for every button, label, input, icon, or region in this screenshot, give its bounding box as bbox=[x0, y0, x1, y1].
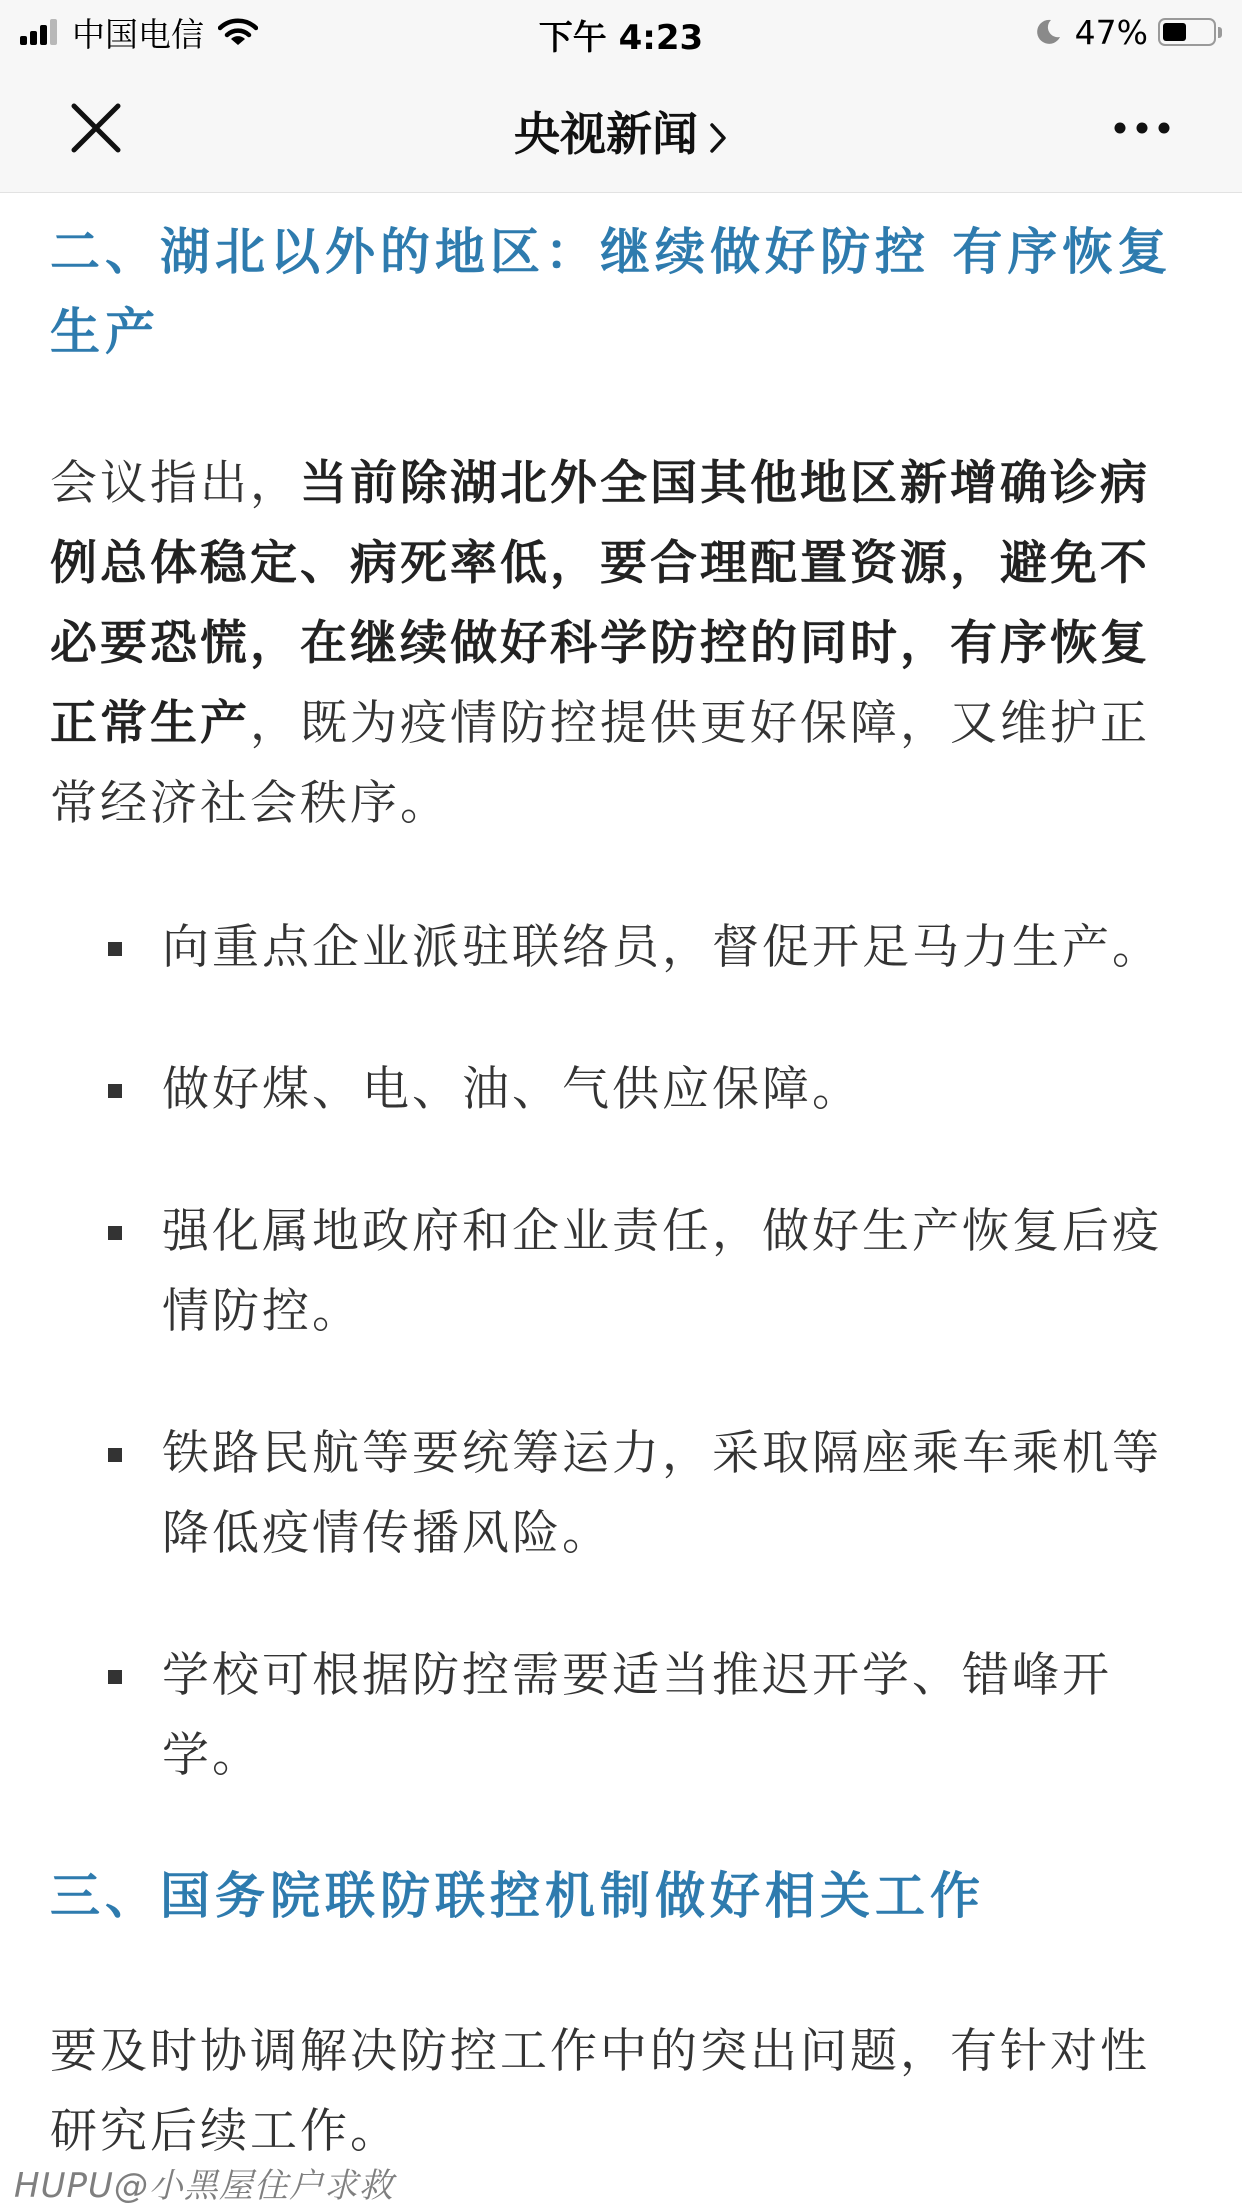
bullet-item bbox=[50, 908, 1192, 988]
nav-title-link[interactable] bbox=[0, 98, 1242, 164]
bullet-item bbox=[50, 1414, 1192, 1574]
section-heading-3: 三、国务院联防联控机制做好相关工作 bbox=[50, 1867, 985, 1925]
section-heading-2: 二、湖北以外的地区：继续做好防控 有序恢复生产 bbox=[50, 223, 1173, 361]
bullet-item bbox=[50, 1050, 1192, 1130]
bullet-square-icon bbox=[108, 1670, 122, 1684]
bullet-text: 向重点企业派驻联络员，督促开足马力生产。 bbox=[162, 920, 1162, 975]
bullet-square-icon bbox=[108, 942, 122, 956]
status-time: 下午 4:23 bbox=[538, 18, 704, 58]
bullet-text: 做好煤、电、油、气供应保障。 bbox=[162, 1062, 862, 1117]
nav-bar bbox=[0, 62, 1242, 193]
bullet-square-icon bbox=[108, 1084, 122, 1098]
battery-fill bbox=[1163, 23, 1186, 41]
bullet-square-icon bbox=[108, 1226, 122, 1240]
nav-title: 央视新闻 bbox=[514, 107, 698, 161]
carrier-name: 中国电信 bbox=[72, 14, 204, 54]
paragraph-tail: ，既为疫情防控提供更好保障，又维护正常经济社会秩序。 bbox=[50, 696, 1150, 831]
status-bar bbox=[0, 0, 1242, 62]
paragraph-followup: 要及时协调解决防控工作中的突出问题，有针对性研究后续工作。 bbox=[50, 2024, 1150, 2159]
watermark: HUPU@小黑屋住户求救 bbox=[14, 2166, 394, 2206]
chevron-right-icon bbox=[708, 121, 728, 155]
paragraph-lead: 会议指出， bbox=[50, 456, 300, 511]
paragraph-bold: 当前除湖北外全国其他地区新增确诊病例总体稳定、病死率低，要合理配置资源，避免不必要恐慌，在继续做好科学防控的同时，有序恢复正常生产 bbox=[50, 456, 1150, 751]
bullet-item bbox=[50, 1636, 1192, 1796]
bullet-text: 强化属地政府和企业责任，做好生产恢复后疫情防控。 bbox=[162, 1204, 1162, 1339]
bullet-list bbox=[50, 908, 1192, 1796]
bullet-square-icon bbox=[108, 1448, 122, 1462]
article-content bbox=[50, 192, 1192, 2172]
bullet-item bbox=[50, 1192, 1192, 1352]
battery-nub bbox=[1218, 27, 1222, 38]
battery-icon bbox=[1158, 18, 1216, 46]
status-right bbox=[1033, 12, 1222, 52]
bullet-text: 铁路民航等要统筹运力，采取隔座乘车乘机等降低疫情传播风险。 bbox=[162, 1426, 1162, 1561]
battery-percent: 47% bbox=[1074, 12, 1148, 52]
paragraph-meeting bbox=[50, 444, 1192, 844]
bullet-text: 学校可根据防控需要适当推迟开学、错峰开学。 bbox=[162, 1648, 1112, 1783]
more-options-icon[interactable] bbox=[1112, 120, 1172, 136]
moon-icon bbox=[1033, 17, 1063, 47]
